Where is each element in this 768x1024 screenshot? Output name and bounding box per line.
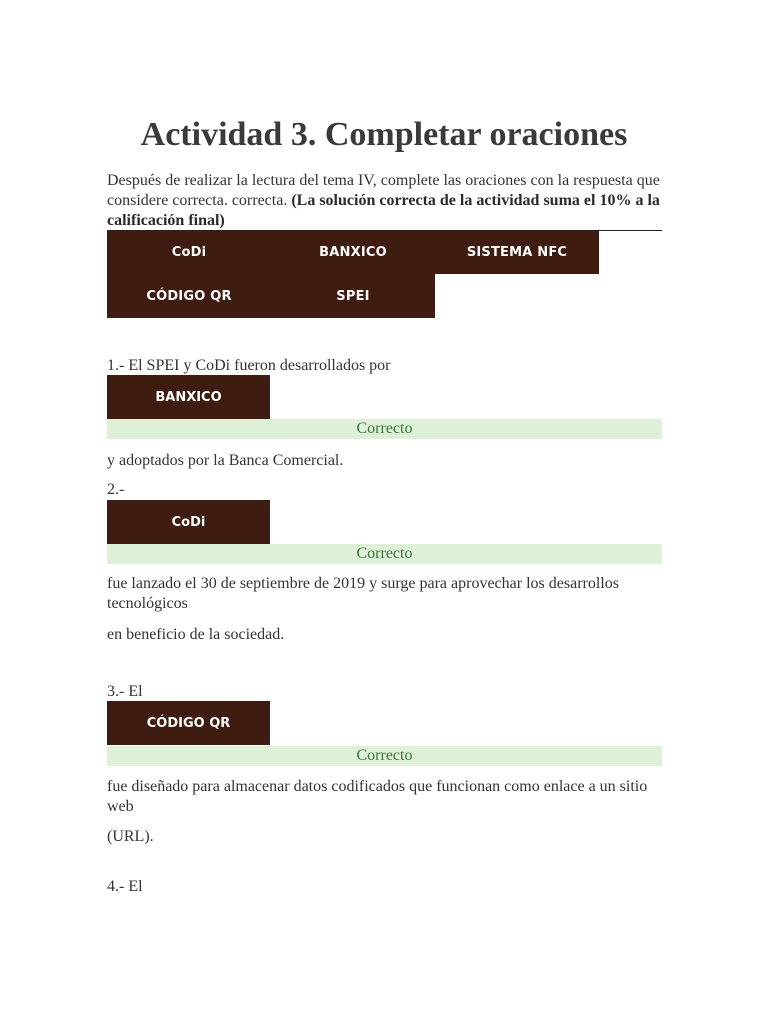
question-1-feedback: Correcto: [107, 419, 662, 439]
word-bank-item[interactable]: SPEI: [271, 274, 435, 318]
question-3-suffix-continued: (URL).: [107, 828, 154, 845]
page-title: Actividad 3. Completar oraciones: [140, 116, 628, 153]
question-3-prefix: 3.- El: [107, 683, 143, 700]
question-3-feedback: Correcto: [107, 746, 662, 766]
question-3-suffix: fue diseñado para almacenar datos codificados que funcionan como enlace a un sitio web: [107, 778, 648, 815]
question-4-prefix: 4.- El: [107, 878, 143, 895]
instructions: [107, 171, 663, 231]
word-bank-item[interactable]: CoDi: [107, 231, 271, 274]
question-3-answer-slot[interactable]: CÓDIGO QR: [107, 701, 270, 745]
word-bank-item[interactable]: CÓDIGO QR: [107, 274, 271, 318]
question-2-prefix: 2.-: [107, 481, 125, 498]
instructions-text: Después de realizar la lectura del tema IV, complete las oraciones con la respuesta que considere correcta. correcta.: [107, 172, 660, 209]
question-2-suffix-continued: en beneficio de la sociedad.: [107, 626, 285, 643]
word-bank-item[interactable]: BANXICO: [271, 231, 435, 274]
word-bank-item[interactable]: SISTEMA NFC: [435, 231, 599, 274]
question-2-feedback: Correcto: [107, 544, 662, 564]
instructions-note: (La solución correcta de la actividad suma el 10% a la calificación final): [107, 192, 660, 229]
question-1-suffix: y adoptados por la Banca Comercial.: [107, 452, 344, 469]
question-1-answer-slot[interactable]: BANXICO: [107, 375, 270, 419]
question-2-answer-slot[interactable]: CoDi: [107, 500, 270, 544]
question-2-suffix: fue lanzado el 30 de septiembre de 2019 y surge para aprovechar los desarrollos tecnológicos: [107, 575, 619, 612]
question-1-prefix: 1.- El SPEI y CoDi fueron desarrollados por: [107, 357, 391, 374]
